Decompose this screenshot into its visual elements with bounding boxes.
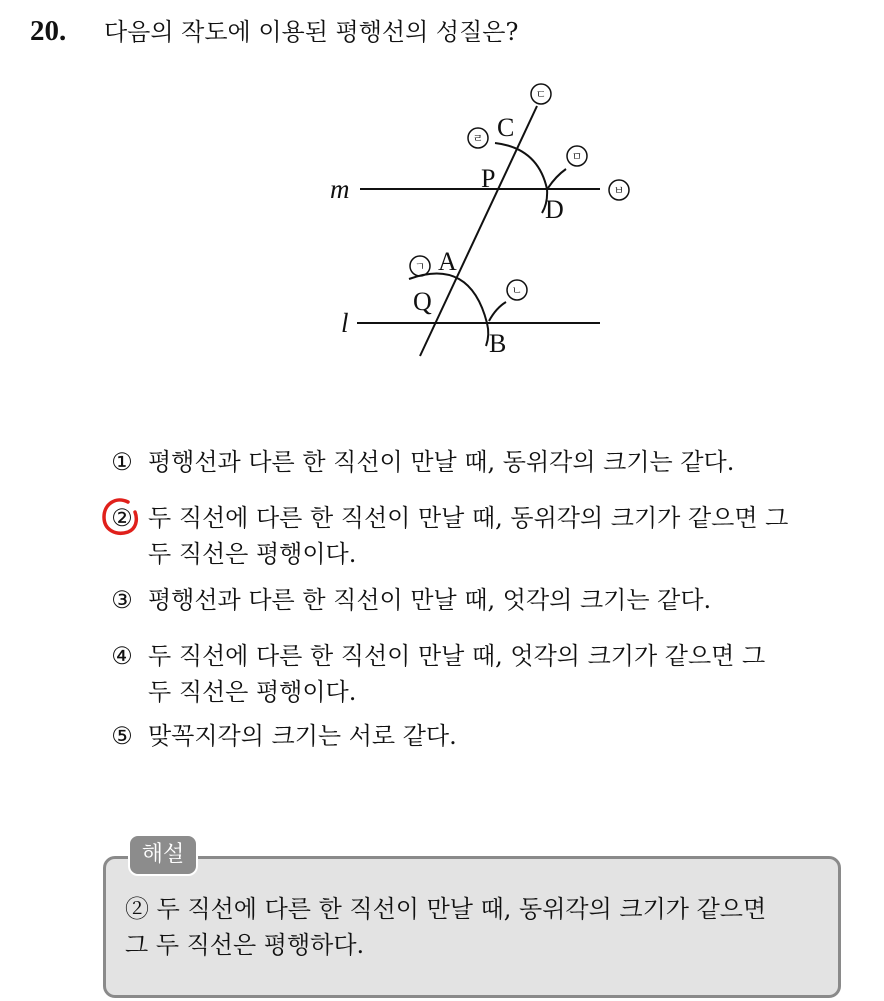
explanation-tab: 해설 [128,834,198,876]
svg-text:ㄴ: ㄴ [511,284,523,297]
choice-text: 평행선과 다른 한 직선이 만날 때, 동위각의 크기는 같다. [148,448,735,476]
choice-text: 평행선과 다른 한 직선이 만날 때, 엇각의 크기는 같다. [148,586,712,614]
explanation-text-continued: 그 두 직선은 평행하다. [125,931,365,959]
svg-text:ㄹ: ㄹ [472,132,484,145]
explanation-text: ② 두 직선에 다른 한 직선이 만날 때, 동위각의 크기가 같으면 [125,895,767,923]
circled-label-nieun [507,280,527,300]
question-text: 다음의 작도에 이용된 평행선의 성질은? [104,18,519,46]
point-label-b: B [489,329,507,358]
choice-number: ⑤ [111,722,133,750]
construction-diagram [0,0,884,420]
svg-text:ㄱ: ㄱ [414,260,426,273]
svg-text:ㅁ: ㅁ [571,150,583,163]
choice-text: 맞꼭지각의 크기는 서로 같다. [148,722,457,750]
point-label-c: C [497,113,515,142]
choice-text-continued: 두 직선은 평행이다. [148,678,357,706]
choice-number: ① [111,448,133,476]
circled-label-giyeok [410,256,430,276]
point-label-d: D [545,195,564,224]
choice-text: 두 직선에 다른 한 직선이 만날 때, 엇각의 크기가 같으면 그 [148,642,766,670]
arc-mark-d [548,169,566,188]
circled-label-bieup [609,180,629,200]
circled-label-rieul [468,128,488,148]
point-label-q: Q [413,287,432,316]
point-label-a: A [438,247,457,276]
circled-label-digeut [531,84,551,104]
explanation-box [103,856,841,998]
choice-number: ② [111,504,133,532]
choice-text: 두 직선에 다른 한 직선이 만날 때, 동위각의 크기가 같으면 그 [148,504,789,532]
line-label-m: m [330,174,350,204]
question-number: 20. [30,15,67,47]
line-label-l: l [341,308,349,338]
choice-text-continued: 두 직선은 평행이다. [148,540,357,568]
choice-number: ④ [111,642,133,670]
point-label-p: P [481,164,496,193]
circled-label-mieum [567,146,587,166]
arc-mark-b [489,302,506,321]
choice-number: ③ [111,586,133,614]
svg-text:ㄷ: ㄷ [535,88,547,101]
svg-text:ㅂ: ㅂ [613,184,625,197]
